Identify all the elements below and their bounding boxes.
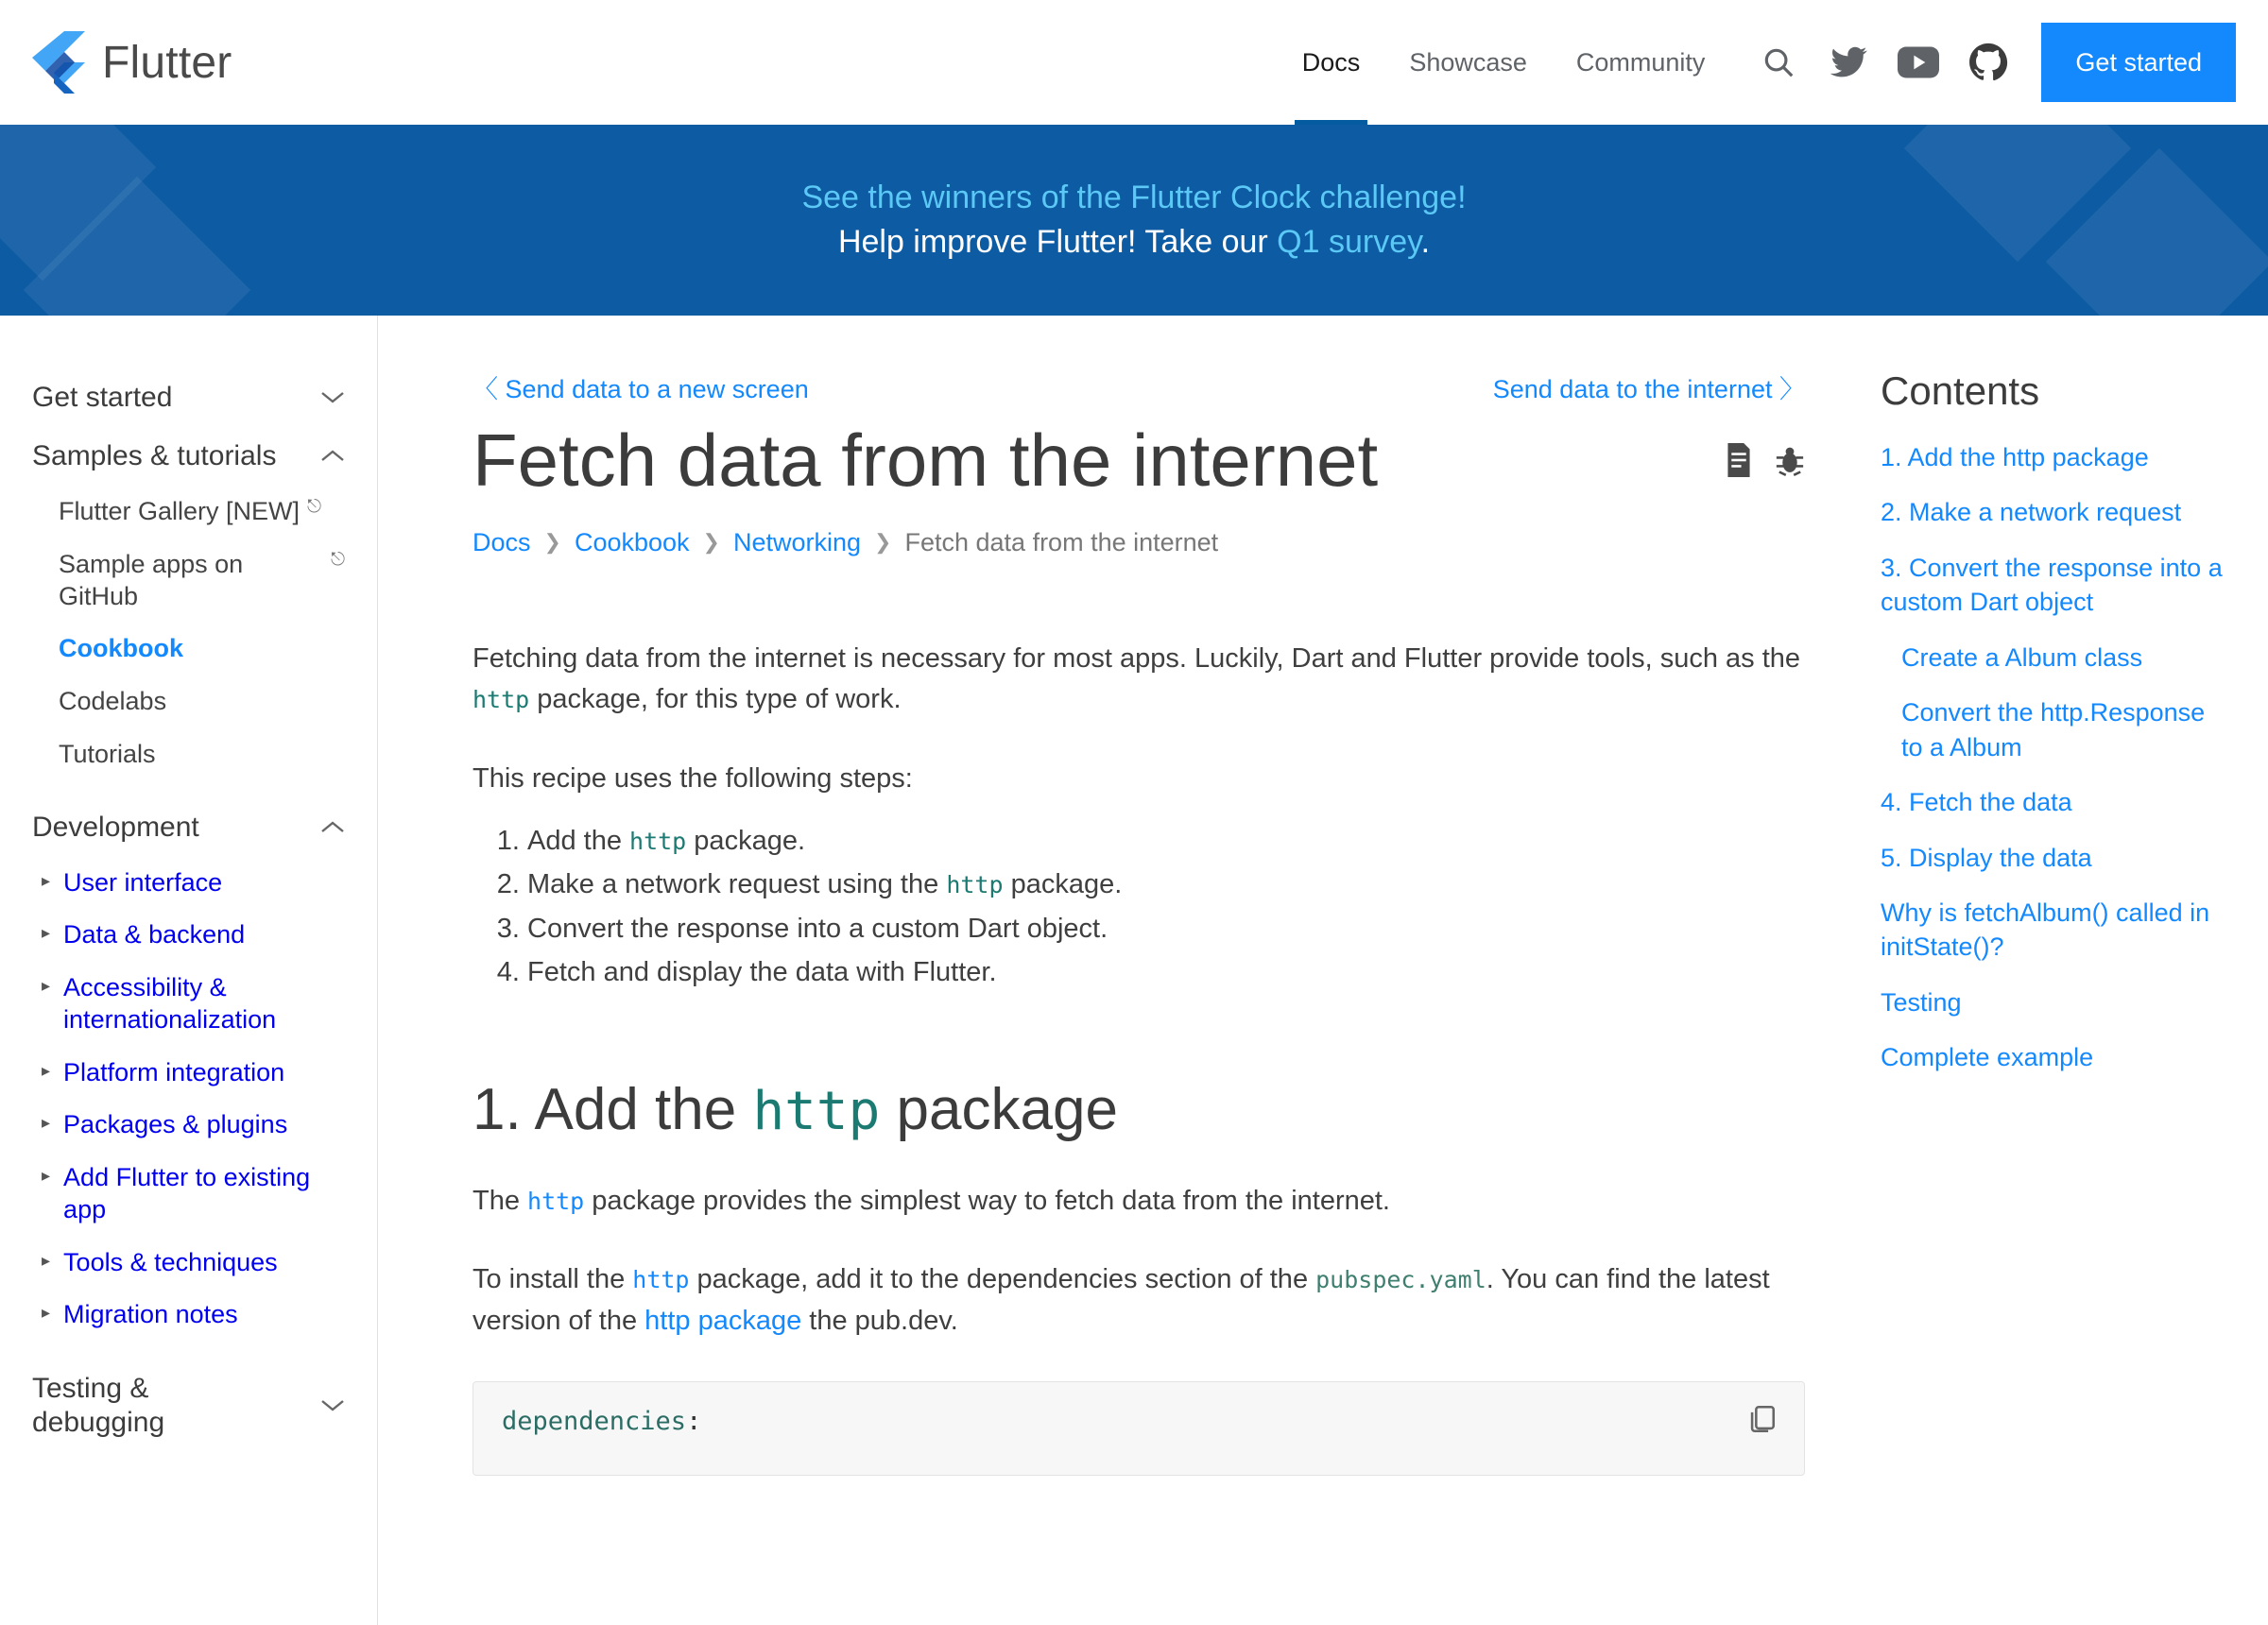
nav-icon-group — [1758, 42, 2009, 83]
sidebar-item-platform-integration[interactable] — [32, 1047, 345, 1100]
toc-item-create-album-class[interactable]: Create a Album class — [1901, 642, 2143, 672]
page-layout — [0, 316, 2268, 1625]
inline-code-pubspec: pubspec.yaml — [1315, 1266, 1486, 1294]
sidebar-item-tools-techniques[interactable] — [32, 1237, 345, 1290]
intro-paragraph-2: This recipe uses the following steps: — [472, 762, 913, 794]
steps-list — [472, 820, 1805, 992]
chevron-right-icon: ▸ — [42, 1250, 51, 1270]
banner-clock-challenge-link[interactable]: See the winners of the Flutter Clock challenge! — [801, 180, 1467, 215]
sidebar-item-label: Migration notes — [63, 1300, 238, 1329]
get-started-button[interactable]: Get started — [2041, 23, 2236, 102]
breadcrumb — [472, 528, 1805, 557]
chevron-right-icon: ▸ — [42, 870, 51, 890]
code-punct: : — [686, 1407, 702, 1437]
next-page-link[interactable] — [1493, 368, 1805, 405]
section-heading-text-a: 1. Add the — [472, 1076, 753, 1142]
chevron-right-icon: ▸ — [42, 1113, 51, 1133]
banner-survey-prefix: Help improve Flutter! Take our — [837, 224, 1278, 260]
github-icon[interactable] — [1967, 42, 2009, 83]
chevron-right-icon: ▸ — [42, 923, 51, 943]
sidebar-item-label: Data & backend — [63, 920, 246, 949]
breadcrumb-item-current: Fetch data from the internet — [904, 527, 1219, 556]
site-header — [0, 0, 2268, 125]
body-text-b: package, add it to the dependencies section of the — [689, 1264, 1316, 1295]
external-link-icon: ⎋ — [330, 549, 345, 570]
toc-item-convert-http-response[interactable]: Convert the http.Response to a Album — [1901, 698, 2206, 761]
search-icon[interactable] — [1758, 42, 1799, 83]
banner-survey-link[interactable]: Q1 survey — [1277, 224, 1421, 260]
body-text-a: The — [472, 1185, 528, 1216]
banner-survey-line — [838, 224, 1430, 261]
section-heading-text-b: package — [880, 1076, 1118, 1142]
sidebar-item-tutorials[interactable] — [32, 728, 345, 781]
toc-item-display-the-data[interactable]: 5. Display the data — [1881, 843, 2092, 872]
breadcrumb-item-networking[interactable]: Networking — [732, 527, 862, 556]
nav-item-docs[interactable]: Docs — [1278, 0, 1385, 125]
main-content — [378, 316, 1871, 1625]
sidebar-item-label: Accessibility & internationalization — [63, 973, 277, 1034]
brand-logo-link[interactable] — [32, 31, 232, 94]
chevron-down-icon[interactable] — [320, 385, 345, 410]
sidebar-item-codelabs[interactable] — [32, 676, 345, 728]
chevron-right-icon: ▸ — [42, 1060, 51, 1080]
intro-text-a: Fetching data from the internet is necessary for most apps. Luckily, Dart and Flutter provide tools, such as the — [472, 642, 1801, 674]
bug-icon[interactable] — [1775, 443, 1805, 484]
chevron-up-icon[interactable] — [320, 444, 345, 469]
step-text-a: Make a network request using the — [527, 869, 947, 900]
body-paragraph-2 — [472, 1259, 1805, 1342]
sidebar-item-data-backend[interactable] — [32, 909, 345, 962]
intro-paragraph-1 — [472, 639, 1805, 721]
sidebar-item-accessibility-internationalization[interactable] — [32, 962, 345, 1047]
breadcrumb-separator: ❯ — [543, 530, 561, 555]
inline-code-http: http — [527, 1187, 585, 1215]
banner-survey-suffix: . — [1420, 224, 1431, 260]
sidebar — [0, 316, 378, 1625]
sidebar-item-label: User interface — [63, 867, 223, 897]
sidebar-item-add-flutter-to-existing-app[interactable] — [32, 1152, 345, 1237]
twitter-icon[interactable] — [1828, 42, 1869, 83]
step-text-b: package. — [686, 826, 806, 857]
sidebar-item-label: Flutter Gallery [NEW] — [59, 497, 301, 525]
sidebar-item-label: Tutorials — [59, 739, 156, 768]
sidebar-item-label: Add Flutter to existing app — [63, 1163, 311, 1223]
sidebar-group-label: Testing & debugging — [32, 1373, 165, 1438]
next-page-label: Send data to the internet — [1492, 375, 1773, 403]
body-paragraph-1 — [472, 1181, 1805, 1223]
sidebar-item-migration-notes[interactable] — [32, 1289, 345, 1342]
sidebar-group-label: Development — [32, 811, 199, 843]
youtube-icon[interactable] — [1898, 42, 1939, 83]
sidebar-item-label: Sample apps on GitHub — [59, 549, 244, 610]
sidebar-item-label: Tools & techniques — [63, 1247, 278, 1276]
code-key: dependencies — [502, 1407, 687, 1437]
page-title-text: Fetch data from the internet — [472, 419, 1379, 502]
list-item — [527, 908, 1805, 949]
sidebar-group-label: Samples & tutorials — [32, 440, 277, 471]
sidebar-group-samples-tutorials[interactable] — [32, 427, 345, 486]
next-arrow-icon: 〉 — [1779, 375, 1805, 403]
external-link-icon: ⎋ — [307, 497, 322, 517]
copy-icon[interactable] — [1745, 1403, 1778, 1443]
sidebar-item-cookbook[interactable] — [32, 623, 345, 676]
sidebar-item-user-interface[interactable] — [32, 857, 345, 910]
list-item — [527, 951, 1805, 993]
inline-code-http: http — [752, 1080, 881, 1142]
body-text-b: package provides the simplest way to fetch data from the internet. — [584, 1185, 1390, 1216]
page-title — [472, 419, 1805, 502]
step-text-a: Fetch and display the data with Flutter. — [527, 956, 997, 987]
chevron-right-icon: ▸ — [42, 1166, 51, 1185]
intro-text-b: package, for this type of work. — [529, 684, 902, 715]
main-nav — [1278, 0, 2268, 125]
page-navigation — [472, 368, 1805, 405]
sidebar-group-get-started[interactable] — [32, 368, 345, 427]
prev-page-link[interactable] — [472, 368, 809, 405]
page-title-actions — [1724, 422, 1805, 484]
section-heading-1 — [472, 1076, 1805, 1143]
table-of-contents — [1871, 316, 2268, 1625]
sidebar-item-label: Codelabs — [59, 687, 167, 715]
inline-code-http: http — [632, 1266, 690, 1294]
chevron-down-icon[interactable] — [320, 1394, 345, 1418]
step-text-a: Add the — [527, 826, 630, 857]
chevron-right-icon: ▸ — [42, 976, 51, 995]
list-item — [527, 864, 1805, 905]
sidebar-item-packages-plugins[interactable] — [32, 1099, 345, 1152]
body-text-a: To install the — [472, 1264, 633, 1295]
list-item — [527, 820, 1805, 862]
toc-item-why-fetchalbum-initstate[interactable]: Why is fetchAlbum() called in initState()? — [1881, 898, 2210, 962]
sidebar-item-label: Platform integration — [63, 1057, 285, 1086]
breadcrumb-separator: ❯ — [874, 530, 892, 555]
prev-arrow-icon: 〈 — [472, 375, 498, 403]
breadcrumb-item-cookbook[interactable]: Cookbook — [574, 527, 690, 556]
body-text-d: the pub.dev. — [801, 1305, 958, 1336]
prev-page-label: Send data to a new screen — [505, 375, 809, 403]
toc-item-add-http-package[interactable]: 1. Add the http package — [1881, 443, 2149, 471]
toc-item-convert-response[interactable]: 3. Convert the response into a custom Dart object — [1881, 553, 2223, 617]
sidebar-group-development[interactable] — [32, 798, 345, 857]
inline-code-http: http — [629, 828, 687, 856]
sidebar-group-testing-debugging[interactable] — [32, 1359, 345, 1453]
toc-item-fetch-the-data[interactable]: 4. Fetch the data — [1881, 788, 2072, 817]
brand-name: Flutter — [102, 37, 232, 88]
page-icon[interactable] — [1724, 443, 1754, 484]
toc-item-complete-example[interactable]: Complete example — [1881, 1043, 2094, 1072]
nav-item-community[interactable]: Community — [1575, 47, 1706, 77]
breadcrumb-separator: ❯ — [702, 530, 720, 555]
flutter-logo-icon — [32, 31, 85, 94]
step-text-a: Convert the response into a custom Dart object. — [527, 913, 1108, 944]
sidebar-item-label: Packages & plugins — [63, 1110, 288, 1139]
sidebar-group-label: Get started — [32, 382, 173, 413]
code-block-dependencies — [472, 1381, 1805, 1476]
sidebar-item-sample-apps-github[interactable] — [32, 539, 345, 624]
inline-code-http: http — [472, 686, 530, 714]
chevron-right-icon: ▸ — [42, 1303, 51, 1323]
sidebar-item-flutter-gallery[interactable] — [32, 486, 345, 539]
breadcrumb-item-docs[interactable]: Docs — [472, 527, 531, 556]
nav-item-showcase[interactable]: Showcase — [1409, 47, 1527, 77]
body-text-c: . You can find the latest version of the — [472, 1264, 1770, 1336]
step-text-b: package. — [1003, 869, 1123, 900]
toc-item-make-network-request[interactable]: 2. Make a network request — [1881, 498, 2182, 527]
toc-title: Contents — [1881, 368, 2040, 413]
sidebar-item-label: Cookbook — [59, 634, 183, 663]
toc-item-testing[interactable]: Testing — [1881, 987, 1962, 1017]
announcement-banner — [0, 125, 2268, 316]
inline-code-http: http — [946, 871, 1004, 899]
http-package-link[interactable]: http package — [644, 1305, 802, 1336]
chevron-up-icon[interactable] — [320, 815, 345, 840]
